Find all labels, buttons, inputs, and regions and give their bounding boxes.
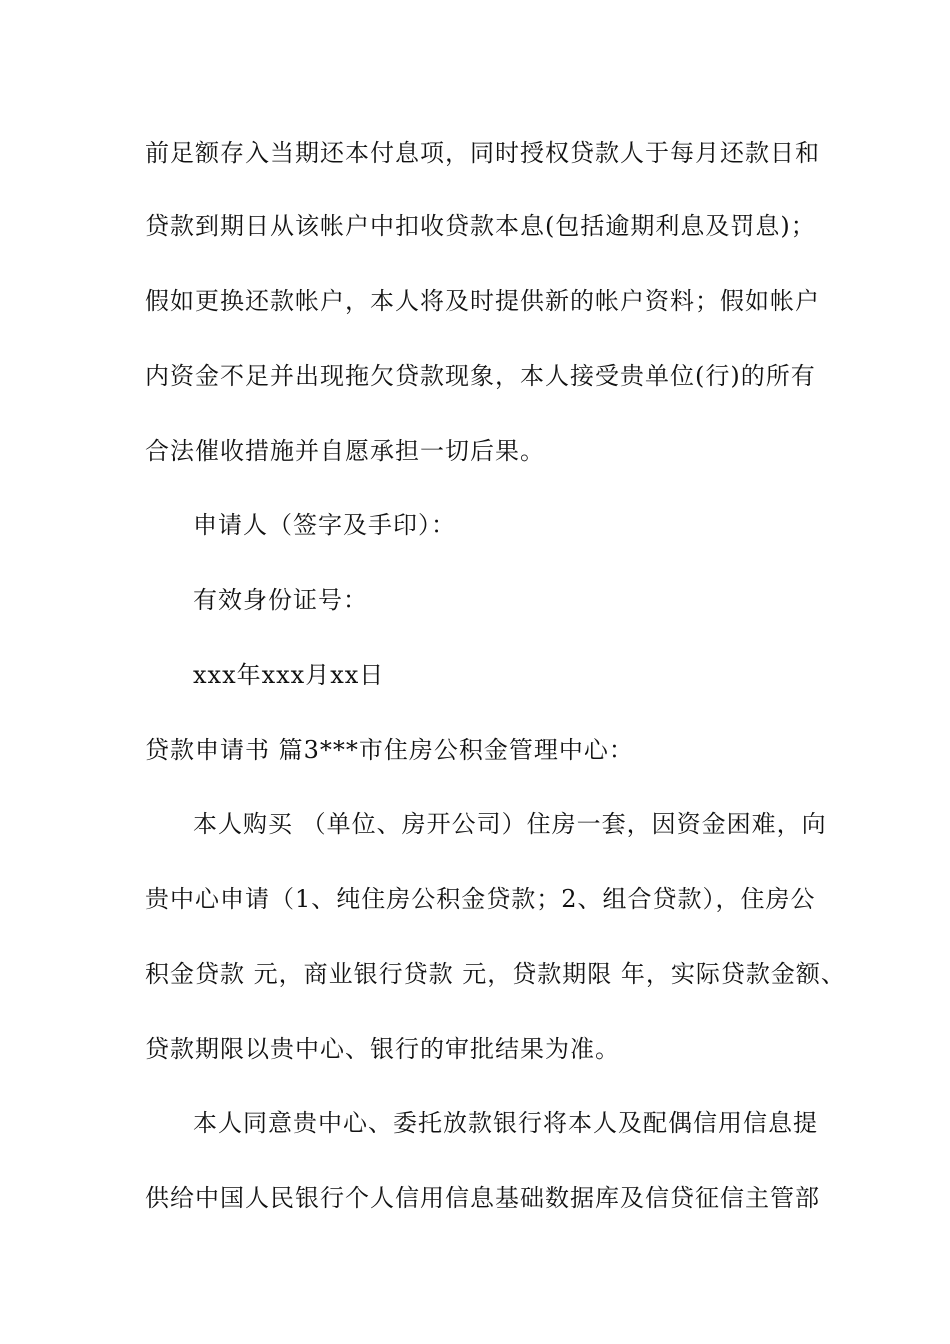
body-text-line: 贷款到期日从该帐户中扣收贷款本息(包括逾期利息及罚息)； <box>145 212 816 240</box>
body-text-line: 前足额存入当期还本付息项，同时授权贷款人于每月还款日和 <box>145 139 820 167</box>
body-text-line: 积金贷款 元，商业银行贷款 元，贷款期限 年，实际贷款金额、 <box>145 960 846 988</box>
body-text-line: 贷款期限以贵中心、银行的审批结果为准。 <box>145 1035 620 1063</box>
body-text-line: 贵中心申请（1、纯住房公积金贷款；2、组合贷款），住房公 <box>145 885 816 913</box>
applicant-signature-label: 申请人（签字及手印）： <box>193 511 456 539</box>
body-text-line: 假如更换还款帐户，本人将及时提供新的帐户资料；假如帐户 <box>145 287 820 315</box>
body-text-line: 合法催收措施并自愿承担一切后果。 <box>145 437 545 465</box>
body-text-line: 本人同意贵中心、委托放款银行将本人及配偶信用信息提 <box>193 1109 818 1137</box>
date-line: xxx年xxx月xx日 <box>193 661 385 689</box>
section-heading: 贷款申请书 篇3***市住房公积金管理中心： <box>145 736 634 764</box>
body-text-line: 供给中国人民银行个人信用信息基础数据库及信贷征信主管部 <box>145 1184 820 1212</box>
body-text-line: 本人购买 （单位、房开公司）住房一套，因资金困难，向 <box>193 810 827 838</box>
body-text-line: 内资金不足并出现拖欠贷款现象，本人接受贵单位(行)的所有 <box>145 362 816 390</box>
id-number-label: 有效身份证号： <box>193 586 368 614</box>
